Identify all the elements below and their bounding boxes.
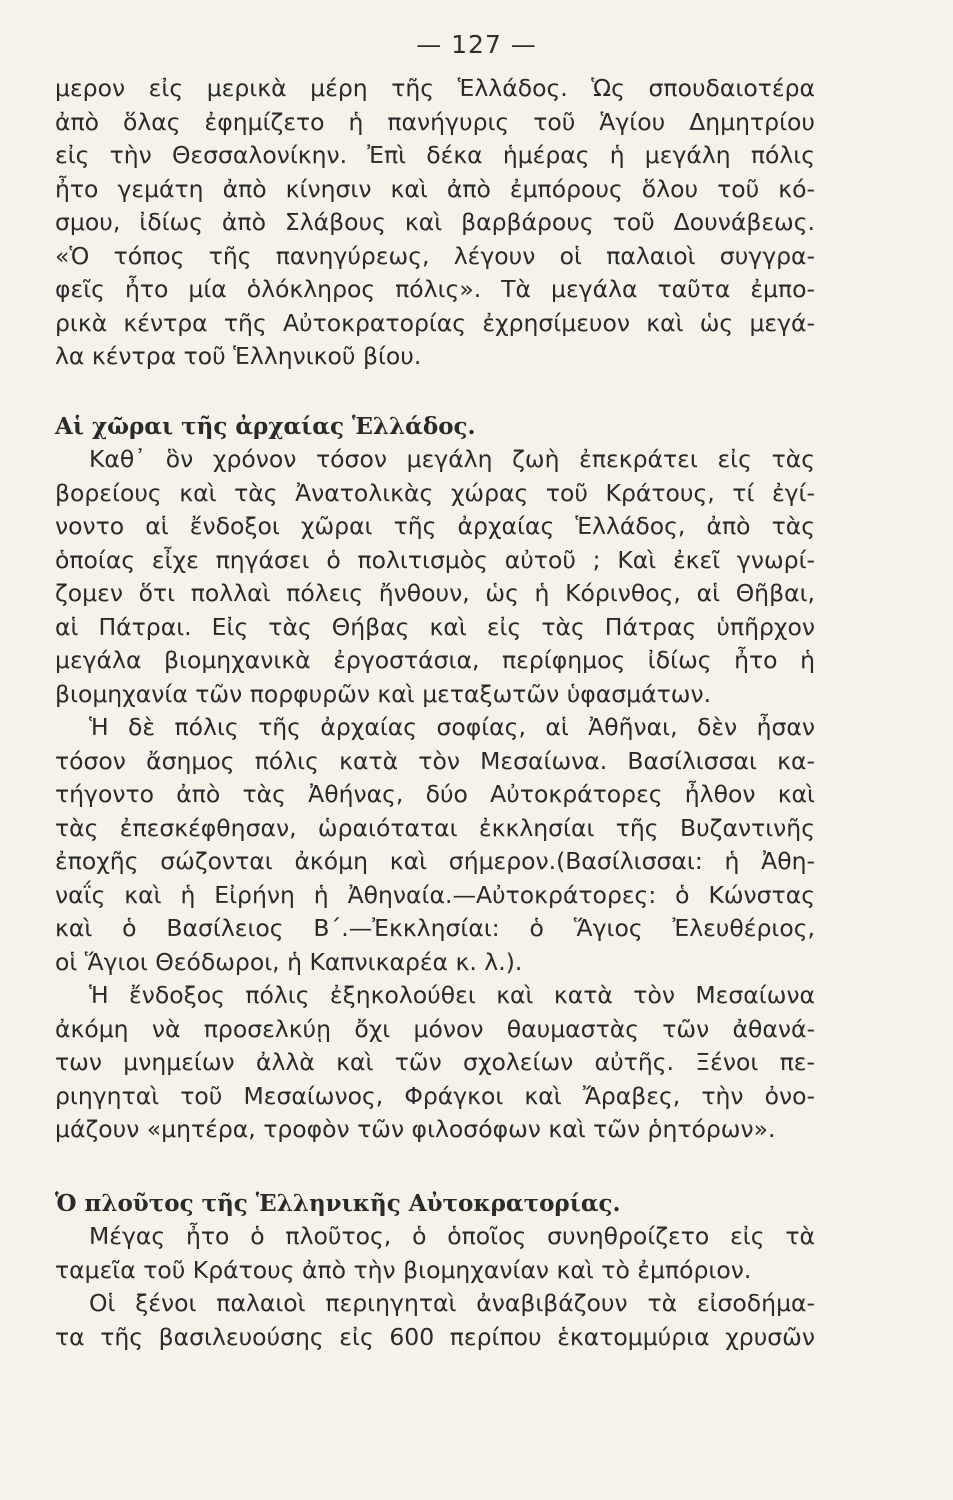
text-line: ὁποίας εἶχε πηγάσει ὁ πολιτισμὸς αὐτοῦ ; Καὶ ἐκεῖ γνωρί- — [55, 545, 815, 574]
section-heading-ancient-lands: Αἱ χῶραι τῆς ἀρχαίας Ἑλλάδος. — [55, 412, 476, 440]
paragraph-1 — [55, 72, 815, 374]
text-line: σμου, ἰδίως ἀπὸ Σλάβους καὶ βαρβάρους τοῦ Δουνάβεως. — [55, 208, 815, 236]
section-heading-wealth: Ὁ πλοῦτος τῆς Ἑλληνικῆς Αὐτοκρατορίας. — [55, 1189, 621, 1217]
text-line: ναΐς καὶ ἡ Εἰρήνη ἡ Ἀθηναία.—Αὐτοκράτορες: ὁ Κώνστας — [55, 880, 815, 909]
text-line: τα τῆς βασιλευούσης εἰς 600 περίπου ἑκατομμύρια χρυσῶν — [55, 1322, 815, 1351]
text-line: ζομεν ὅτι πολλαὶ πόλεις ἤνθουν, ὡς ἡ Κόρινθος, αἱ Θῆβαι, — [55, 579, 815, 607]
text-line: ἦτο γεμάτη ἀπὸ κίνησιν καὶ ἀπὸ ἐμπόρους ὅλου τοῦ κό- — [55, 174, 815, 203]
text-line: ἀπὸ ὅλας ἐφημίζετο ἡ πανήγυρις τοῦ Ἁγίου Δημητρίου — [55, 107, 815, 136]
text-line: τόσον ἄσημος πόλις κατὰ τὸν Μεσαίωνα. Βασίλισσαι κα- — [55, 746, 815, 775]
text-line: αἱ Πάτραι. Εἰς τὰς Θήβας καὶ εἰς τὰς Πάτρας ὑπῆρχον — [55, 612, 815, 641]
text-line: μεγάλα βιομηχανικὰ ἐργοστάσια, περίφημος ἰδίως ἦτο ἡ — [55, 646, 815, 674]
text-line: των μνημείων ἀλλὰ καὶ τῶν σχολείων αὐτῆς. Ξένοι πε- — [55, 1048, 815, 1076]
text-line: οἱ Ἅγιοι Θεόδωροι, ἡ Καπνικαρέα κ. λ.). — [55, 947, 523, 976]
text-line: ρικὰ κέντρα τῆς Αὐτοκρατορίας ἐχρησίμευον καὶ ὡς μεγά- — [55, 308, 815, 337]
paragraph-4 — [55, 979, 815, 1147]
text-line: ριηγηταὶ τοῦ Μεσαίωνος, Φράγκοι καὶ Ἄραβες, τὴν ὀνο- — [55, 1081, 815, 1110]
page-body — [55, 72, 815, 1354]
text-line: τὰς ἐπεσκέφθησαν, ὡραιόταται ἐκκλησίαι τῆς Βυζαντινῆς — [55, 813, 815, 842]
text-line: ταμεῖα τοῦ Κράτους ἀπὸ τὴν βιομηχανίαν καὶ τὸ ἐμπόριον. — [55, 1255, 752, 1284]
text-line: ἐποχῆς σώζονται ἀκόμη καὶ σήμερον.(Βασίλισσαι: ἡ Ἀθη- — [55, 847, 815, 875]
page-number: — 127 — — [416, 30, 537, 59]
paragraph-5 — [55, 1220, 815, 1287]
paragraph-3 — [55, 711, 815, 979]
text-line: «Ὁ τόπος τῆς πανηγύρεως, λέγουν οἱ παλαιοὶ συγγρα- — [55, 241, 815, 270]
text-line: καὶ ὁ Βασίλειος Β΄.—Ἐκκλησίαι: ὁ Ἅγιος Ἐλευθέριος, — [55, 914, 815, 942]
text-line: τήγοντο ἀπὸ τὰς Ἀθήνας, δύο Αὐτοκράτορες ἦλθον καὶ — [55, 780, 815, 808]
text-line: μάζουν «μητέρα, τροφὸν τῶν φιλοσόφων καὶ τῶν ῥητόρων». — [55, 1115, 776, 1143]
text-line: Οἱ ξένοι παλαιοὶ περιηγηταὶ ἀναβιβάζουν τὰ εἰσοδήμα- — [89, 1289, 815, 1317]
text-line: λα κέντρα τοῦ Ἑλληνικοῦ βίου. — [55, 342, 422, 370]
text-line: ἀκόμη νὰ προσελκύῃ ὄχι μόνον θαυμαστὰς τῶν ἀθανά- — [55, 1014, 815, 1043]
text-line: βορείους καὶ τὰς Ἀνατολικὰς χώρας τοῦ Κράτους, τί ἐγί- — [55, 478, 815, 507]
text-line: Ἡ ἔνδοξος πόλις ἐξηκολούθει καὶ κατὰ τὸν Μεσαίωνα — [89, 981, 815, 1009]
text-line: νοντο αἱ ἔνδοξοι χῶραι τῆς ἀρχαίας Ἑλλάδος, ἀπὸ τὰς — [55, 512, 815, 540]
text-line: εἰς τὴν Θεσσαλονίκην. Ἐπὶ δέκα ἡμέρας ἡ μεγάλη πόλις — [55, 141, 815, 169]
text-line: Μέγας ἦτο ὁ πλοῦτος, ὁ ὁποῖος συνηθροίζετο εἰς τὰ — [89, 1222, 815, 1250]
text-line: Καθ᾽ ὃν χρόνον τόσον μεγάλη ζωὴ ἐπεκράτει εἰς τὰς — [89, 445, 815, 473]
text-line: φεῖς ἦτο μία ὁλόκληρος πόλις». Τὰ μεγάλα ταῦτα ἐμπο- — [55, 275, 815, 303]
text-line: μερον εἰς μερικὰ μέρη τῆς Ἑλλάδος. Ὡς σπουδαιοτέρα — [55, 74, 815, 102]
text-line: Ἡ δὲ πόλις τῆς ἀρχαίας σοφίας, αἱ Ἀθῆναι, δὲν ἦσαν — [89, 713, 815, 741]
text-line: βιομηχανία τῶν πορφυρῶν καὶ μεταξωτῶν ὑφασμάτων. — [55, 679, 712, 708]
paragraph-6 — [55, 1287, 815, 1354]
paragraph-2 — [55, 443, 815, 711]
